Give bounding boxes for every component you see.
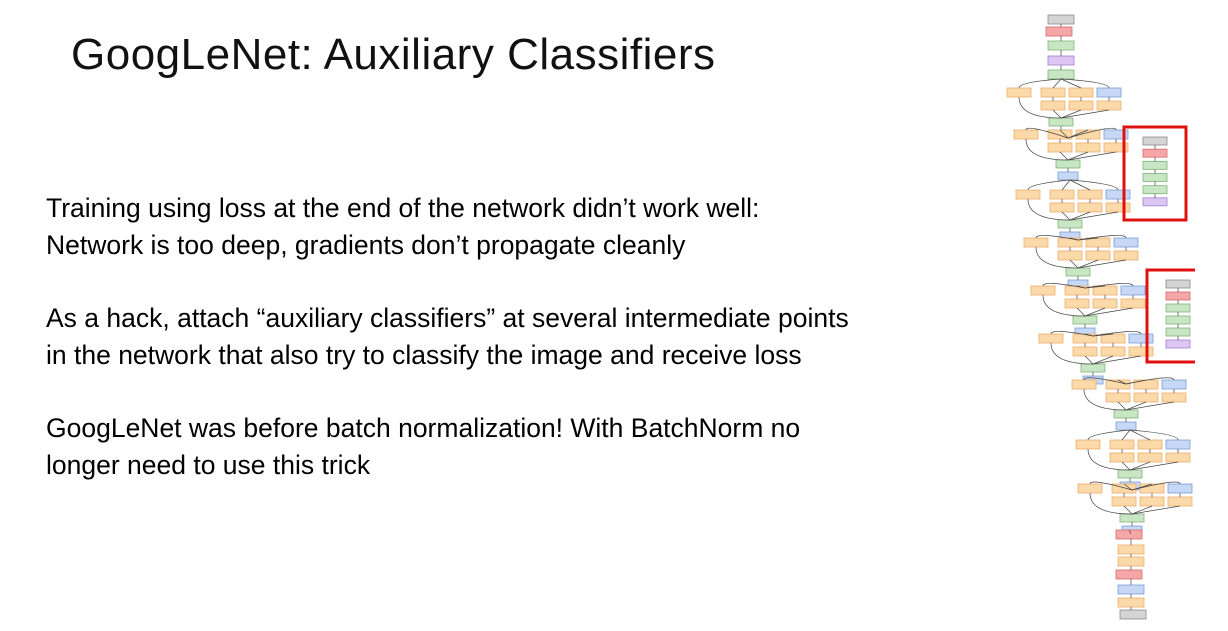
slide-title: GoogLeNet: Auxiliary Classifiers [71,30,716,79]
connector-line [1062,180,1070,190]
connector-line [1085,308,1133,316]
connector-line [1132,506,1180,514]
inception-branch [1041,101,1065,110]
inception-branch [1134,393,1158,402]
inception-branch [1073,347,1097,356]
inception-branch [1069,101,1093,110]
aux-conv-layer [1143,161,1167,169]
connector-line [1122,462,1130,470]
inception-branch [1007,88,1031,97]
connector-line [1126,402,1146,410]
paragraph-line: As a hack, attach “auxiliary classifiers” at several intermediate points [46,303,849,333]
inception-branch [1078,203,1102,212]
inception-branch [1065,286,1089,295]
inception-branch [1086,251,1110,260]
paragraph-line: longer need to use this trick [46,450,371,480]
aux-fc-layer [1143,174,1167,182]
inception-branch [1050,203,1074,212]
connector-line [1085,356,1093,364]
aux-pool-layer [1143,149,1167,157]
connector-line [1053,110,1061,118]
inception-branch [1138,440,1162,449]
inception-branch [1129,334,1153,343]
inception-branch [1078,190,1102,199]
aux-pool-layer [1166,292,1190,300]
connector-line [1085,308,1105,316]
inception-concat [1049,118,1073,126]
connector-line [1132,506,1152,514]
connector-line [1122,430,1130,440]
stem-norm-layer [1048,70,1074,79]
stem-layer [1046,27,1072,36]
aux-input-layer [1143,137,1167,145]
connector-line [1060,152,1068,160]
connector-line [1093,356,1113,364]
inception-branch [1076,440,1100,449]
inception-concat [1058,220,1082,228]
pool-layer [1116,422,1136,430]
inception-branch [1069,88,1093,97]
connector-line [1061,79,1109,88]
inception-branch [1050,190,1074,199]
inception-branch [1024,238,1048,247]
inception-branch [1129,347,1153,356]
connector-line [1093,356,1141,364]
inception-branch [1101,347,1125,356]
connector-line [1061,110,1109,118]
inception-branch [1093,299,1117,308]
paragraph-line: Network is too deep, gradients don’t propagate cleanly [46,230,686,260]
inception-branch [1114,251,1138,260]
inception-branch [1093,286,1117,295]
inception-branch [1112,497,1136,506]
inception-concat [1081,364,1105,372]
output-layer [1118,598,1144,607]
connector-line [1068,152,1088,160]
inception-branch [1110,453,1134,462]
inception-concat [1073,316,1097,324]
inception-concat [1120,514,1144,522]
connector-line [1088,430,1130,440]
stem-norm-layer [1048,41,1074,50]
inception-branch [1101,334,1125,343]
inception-branch [1106,190,1130,199]
inception-branch [1016,190,1040,199]
connector-line [1078,260,1126,268]
inception-branch [1162,393,1186,402]
connector-line [1070,260,1078,268]
inception-branch [1121,299,1145,308]
inception-concat [1114,410,1138,418]
connector-line [1130,462,1150,470]
connector-line [1130,462,1178,470]
inception-branch [1041,88,1065,97]
aux-softmax-layer [1143,198,1167,206]
connector-line [1077,308,1085,316]
connector-line [1124,506,1132,514]
connector-line [1061,110,1081,118]
inception-branch [1097,88,1121,97]
inception-concat [1066,268,1090,276]
inception-branch [1114,238,1138,247]
inception-branch [1078,484,1102,493]
connector-line [1068,152,1116,160]
stem-layer [1048,56,1074,65]
dropout-layer [1118,545,1144,554]
inception-branch [1058,251,1082,260]
inception-branch [1048,143,1072,152]
paragraph-line: in the network that also try to classify the image and receive loss [46,340,802,370]
inception-branch [1168,484,1192,493]
inception-branch [1138,453,1162,462]
inception-branch [1039,334,1063,343]
softmax-layer [1116,570,1142,579]
slide-body [46,190,946,520]
aux-fc-layer [1166,328,1190,336]
inception-branch [1168,497,1192,506]
inception-branch [1031,286,1055,295]
inception-concat [1056,160,1080,168]
connector-line [1019,79,1061,88]
aux-softmax-layer [1166,340,1190,348]
aux-fc-layer [1166,316,1190,324]
pool-layer [1058,172,1078,180]
aux-conv-layer [1166,304,1190,312]
paragraph-batchnorm [46,410,946,484]
aux-input-layer [1166,280,1190,288]
paragraph-auxiliary-hack [46,300,946,374]
connector-line [1118,402,1126,410]
inception-branch [1140,497,1164,506]
inception-branch [1014,130,1038,139]
connector-line [1130,430,1178,440]
inception-branch [1086,238,1110,247]
connector-line [1078,260,1098,268]
connector-line [1126,402,1174,410]
connector-line [1062,212,1070,220]
inception-branch [1058,238,1082,247]
inception-concat [1118,470,1142,478]
inception-branch [1121,286,1145,295]
connector-line [1053,79,1061,88]
inception-branch [1106,203,1130,212]
inception-branch [1166,440,1190,449]
connector-line [1070,212,1090,220]
fc-layer [1118,557,1144,566]
inception-branch [1065,299,1089,308]
paragraph-line: Training using loss at the end of the network didn’t work well: [46,193,760,223]
input-layer [1048,15,1074,24]
output-layer [1120,610,1146,619]
inception-branch [1106,380,1130,389]
output-layer [1118,585,1144,594]
inception-branch [1097,101,1121,110]
inception-branch [1106,393,1130,402]
paragraph-training-loss [46,190,946,264]
googlenet-architecture-diagram [995,8,1195,628]
connector-line [1070,212,1118,220]
inception-branch [1076,143,1100,152]
inception-branch [1162,380,1186,389]
inception-branch [1073,334,1097,343]
inception-branch [1110,440,1134,449]
connector-line [1028,180,1070,190]
inception-branch [1072,380,1096,389]
avgpool-layer [1116,530,1142,539]
aux-fc-layer [1143,186,1167,194]
inception-branch [1166,453,1190,462]
paragraph-line: GoogLeNet was before batch normalization! With BatchNorm no [46,413,801,443]
connector-line [1070,180,1118,190]
